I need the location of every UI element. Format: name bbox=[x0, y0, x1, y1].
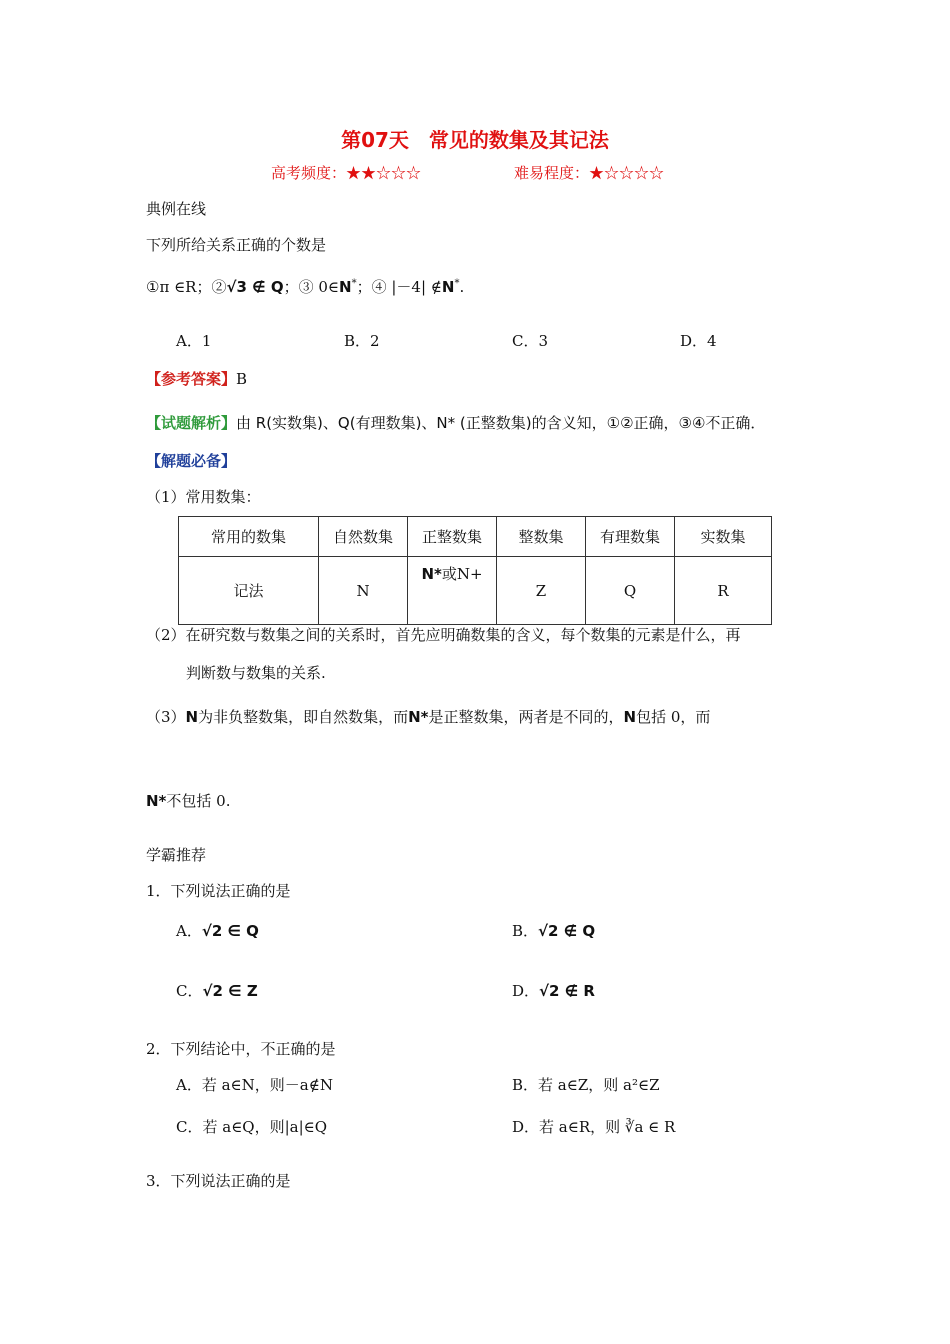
answer-value: B bbox=[236, 370, 248, 388]
point-3-prefix: （3） bbox=[146, 708, 186, 726]
q2-option-c: C．若 a∈Q，则|a|∈Q bbox=[176, 1118, 328, 1136]
q1-option-a bbox=[176, 920, 259, 941]
question-3-stem: 3．下列说法正确的是 bbox=[146, 1172, 291, 1190]
relation-3-set: N bbox=[339, 278, 352, 296]
natural-set-symbol: N bbox=[185, 708, 199, 726]
relation-4-set: N bbox=[441, 278, 455, 296]
analysis-text: 由 R(实数集)、Q(有理数集)、N* (正整数集)的含义知，①②正确，③④不正确． bbox=[236, 414, 766, 432]
exam-frequency bbox=[271, 162, 421, 183]
exam-frequency-label: 高考频度： bbox=[271, 164, 347, 182]
analysis bbox=[146, 412, 765, 433]
q1-option-b-letter: B． bbox=[512, 922, 539, 940]
number-sets-table bbox=[178, 516, 772, 625]
example-heading: 典例在线 bbox=[146, 200, 207, 218]
table-cell-integer: Z bbox=[497, 557, 586, 625]
difficulty-stars: ★☆☆☆☆ bbox=[589, 164, 665, 182]
table-header-cell: 正整数集 bbox=[408, 517, 497, 557]
table-header-cell: 常用的数集 bbox=[179, 517, 319, 557]
essentials-label: 【解题必备】 bbox=[146, 452, 237, 470]
exam-frequency-stars: ★★☆☆☆ bbox=[346, 164, 422, 182]
option-a: A．1 bbox=[176, 332, 212, 350]
table-header-cell: 自然数集 bbox=[319, 517, 408, 557]
essentials-point-1: （1）常用数集： bbox=[146, 488, 261, 506]
relation-2: √3 ∉ Q bbox=[226, 278, 284, 296]
positive-integer-symbol: N* bbox=[146, 792, 167, 810]
relation-3: ；③ 0∈ bbox=[283, 278, 340, 296]
q1-option-c-letter: C． bbox=[176, 982, 203, 1000]
table-header-cell: 整数集 bbox=[497, 517, 586, 557]
q1-option-a-expr: √2 ∈ Q bbox=[201, 922, 259, 940]
table-cell-real: R bbox=[675, 557, 772, 625]
positive-integer-symbol: N* bbox=[408, 708, 429, 726]
point-3-text-4: 不包括 0. bbox=[166, 792, 231, 810]
essentials-point-3 bbox=[146, 706, 710, 727]
option-d: D．4 bbox=[680, 332, 717, 350]
natural-set-symbol: N bbox=[623, 708, 637, 726]
q1-option-c bbox=[176, 980, 258, 1001]
relation-2-number: ② bbox=[211, 278, 227, 296]
q2-option-a: A．若 a∈N，则－a∉N bbox=[176, 1076, 333, 1094]
recommend-heading: 学霸推荐 bbox=[146, 846, 207, 864]
q2-option-b: B．若 a∈Z，则 a²∈Z bbox=[512, 1076, 660, 1094]
answer-label: 【参考答案】 bbox=[146, 370, 237, 388]
q1-option-c-expr: √2 ∈ Z bbox=[202, 982, 258, 1000]
example-relations: ①π ∈R；②√3 ∉ Q；③ 0∈N*；④ |－4| ∉N*. bbox=[146, 278, 465, 296]
question-1-stem: 1．下列说法正确的是 bbox=[146, 882, 291, 900]
difficulty-label: 难易程度： bbox=[514, 164, 590, 182]
relation-1-number: ① bbox=[146, 278, 160, 296]
reference-answer bbox=[146, 368, 247, 389]
essentials-point-2-line-2: 判断数与数集的关系. bbox=[186, 664, 326, 682]
table-header-row bbox=[179, 517, 772, 557]
table-cell-positive-integer bbox=[408, 557, 497, 625]
q1-option-a-letter: A． bbox=[176, 922, 202, 940]
table-cell-natural: N bbox=[319, 557, 408, 625]
q1-option-d-letter: D． bbox=[512, 982, 540, 1000]
q1-option-d bbox=[512, 980, 595, 1001]
table-header-cell: 实数集 bbox=[675, 517, 772, 557]
essentials-point-2-line-1: （2）在研究数与数集之间的关系时，首先应明确数集的含义，每个数集的元素是什么，再 bbox=[146, 626, 741, 644]
essentials-point-3-continued bbox=[146, 790, 231, 811]
example-question: 下列所给关系正确的个数是 bbox=[146, 236, 327, 254]
positive-integer-alt: 或N+ bbox=[441, 565, 483, 583]
point-3-text-1: 为非负整数集，即自然数集，而 bbox=[198, 708, 409, 726]
q2-option-d: D．若 a∈R，则 ∛a ∈ R bbox=[512, 1118, 676, 1136]
relation-1: π ∈R； bbox=[159, 278, 212, 296]
table-row bbox=[179, 557, 772, 625]
table-cell-rational: Q bbox=[586, 557, 675, 625]
relation-4: ；④ |－4| ∉ bbox=[356, 278, 442, 296]
point-3-text-3: 包括 0，而 bbox=[636, 708, 711, 726]
q1-option-b bbox=[512, 920, 595, 941]
q1-option-d-expr: √2 ∉ R bbox=[539, 982, 595, 1000]
analysis-label: 【试题解析】 bbox=[146, 414, 237, 432]
page-title: 第07天 常见的数集及其记法 bbox=[341, 128, 609, 152]
difficulty-level bbox=[514, 162, 664, 183]
q1-option-b-expr: √2 ∉ Q bbox=[538, 922, 596, 940]
table-header-cell: 有理数集 bbox=[586, 517, 675, 557]
point-3-text-2: 是正整数集，两者是不同的， bbox=[428, 708, 624, 726]
option-b: B．2 bbox=[344, 332, 380, 350]
question-2-stem: 2．下列结论中，不正确的是 bbox=[146, 1040, 336, 1058]
table-row-label: 记法 bbox=[179, 557, 319, 625]
positive-integer-symbol: N* bbox=[421, 565, 442, 583]
relation-end: . bbox=[459, 278, 465, 296]
option-c: C．3 bbox=[512, 332, 549, 350]
